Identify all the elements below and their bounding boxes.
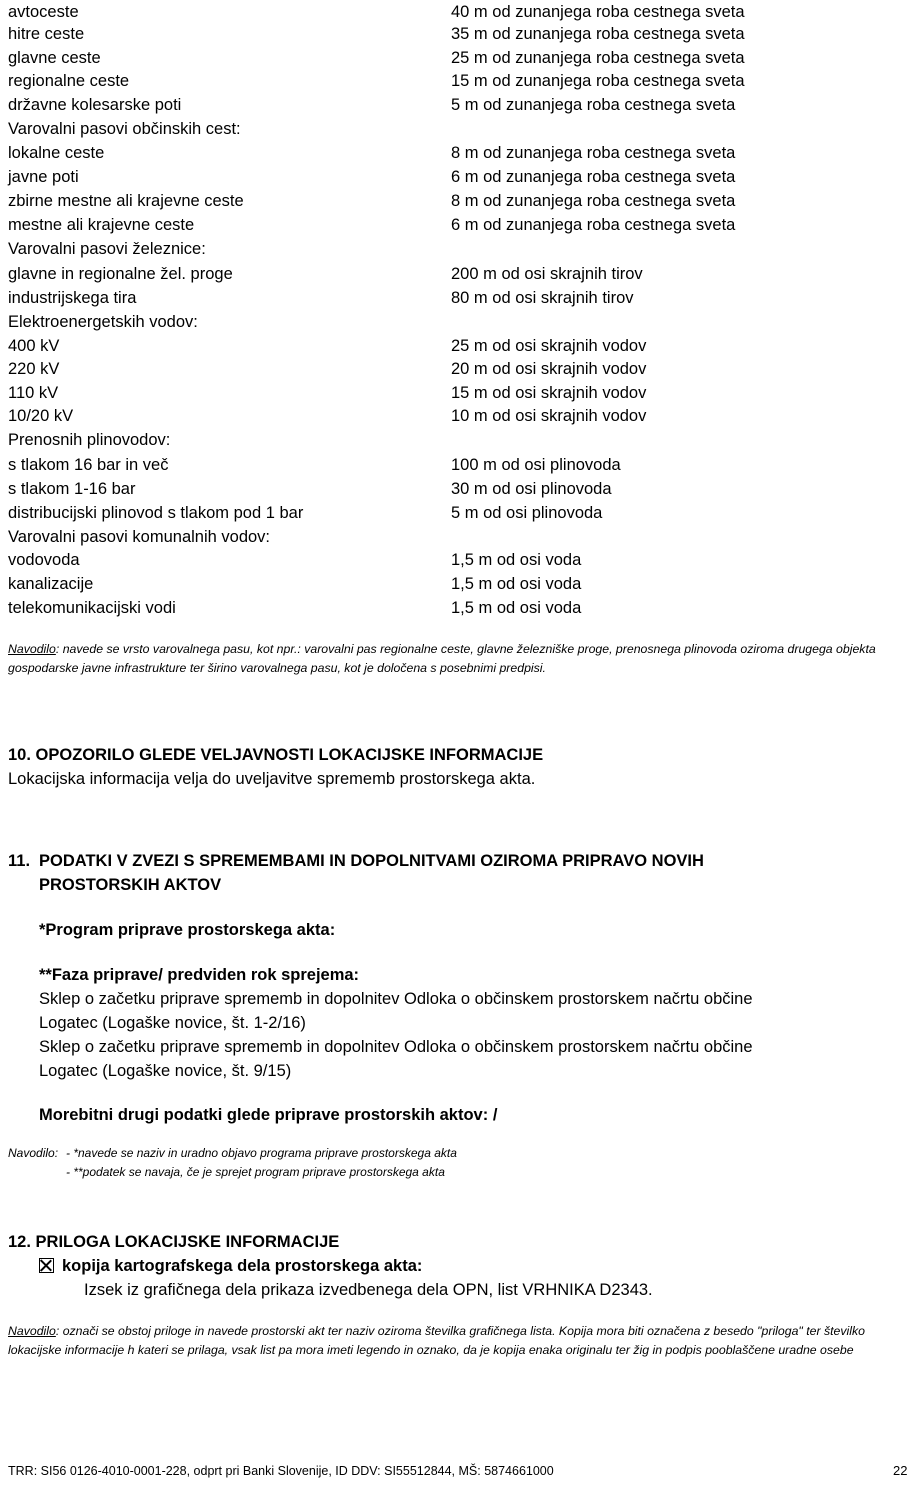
checked-checkbox[interactable] — [39, 1258, 54, 1273]
note-prefix: Navodilo — [8, 1324, 56, 1338]
row-label: s tlakom 1-16 bar — [8, 480, 136, 498]
row-value: 80 m od osi skrajnih tirov — [451, 289, 634, 307]
table-row — [0, 165, 918, 189]
row-value: 20 m od osi skrajnih vodov — [451, 360, 647, 378]
section-11-heading-line1: PODATKI V ZVEZI S SPREMEMBAMI IN DOPOLNITVAMI OZIROMA PRIPRAVO NOVIH — [39, 852, 704, 870]
row-value: 6 m od zunanjega roba cestnega sveta — [451, 216, 736, 234]
note-programs-line2: - **podatek se navaja, če je sprejet program priprave prostorskega akta — [66, 1165, 445, 1179]
row-value: 1,5 m od osi voda — [451, 599, 582, 617]
faza-line-4: Logatec (Logaške novice, št. 9/15) — [39, 1062, 292, 1080]
row-label: kanalizacije — [8, 575, 94, 593]
row-value: 40 m od zunanjega roba cestnega sveta — [451, 3, 745, 21]
table-row — [0, 572, 918, 596]
row-label: hitre ceste — [8, 25, 85, 43]
table-row — [0, 404, 918, 428]
row-label: regionalne ceste — [8, 72, 130, 90]
row-value: 1,5 m od osi voda — [451, 551, 582, 569]
row-value: 25 m od zunanjega roba cestnega sveta — [451, 49, 745, 67]
table-row — [0, 525, 918, 549]
table-row — [0, 501, 918, 525]
row-label: telekomunikacijski vodi — [8, 599, 176, 617]
row-label: Varovalni pasovi občinskih cest: — [8, 120, 241, 138]
row-value: 10 m od osi skrajnih vodov — [451, 407, 647, 425]
section-10-text: Lokacijska informacija velja do uveljavitve sprememb prostorskega akta. — [8, 770, 536, 788]
section-11-number: 11. — [8, 852, 31, 870]
faza-line-2: Logatec (Logaške novice, št. 1-2/16) — [39, 1014, 306, 1032]
checkbox-label: kopija kartografskega dela prostorskega akta: — [62, 1257, 423, 1275]
table-row — [0, 237, 918, 261]
row-label: 10/20 kV — [8, 407, 74, 425]
table-row — [0, 0, 918, 24]
table-row — [0, 453, 918, 477]
footer-bank-info: TRR: SI56 0126-4010-0001-228, odprt pri Banki Slovenije, ID DDV: SI55512844, MŠ: 5874661000 — [8, 1464, 554, 1478]
table-row — [0, 381, 918, 405]
faza-label: **Faza priprave/ predviden rok sprejema: — [39, 966, 360, 984]
table-row — [0, 117, 918, 141]
note-attachment — [8, 1322, 912, 1360]
row-label: industrijskega tira — [8, 289, 137, 307]
row-label: 110 kV — [8, 384, 59, 402]
table-row — [0, 213, 918, 237]
table-row — [0, 93, 918, 117]
note-prefix: Navodilo — [8, 642, 56, 656]
section-10-heading: 10. OPOZORILO GLEDE VELJAVNOSTI LOKACIJSKE INFORMACIJE — [8, 746, 544, 764]
row-value: 15 m od zunanjega roba cestnega sveta — [451, 72, 745, 90]
row-value: 15 m od osi skrajnih vodov — [451, 384, 647, 402]
table-row — [0, 189, 918, 213]
table-row — [0, 46, 918, 70]
section-12-heading: 12. PRILOGA LOKACIJSKE INFORMACIJE — [8, 1233, 340, 1251]
note-programs-prefix: Navodilo: — [8, 1146, 59, 1160]
table-row — [0, 548, 918, 572]
table-row — [0, 22, 918, 46]
row-label: zbirne mestne ali krajevne ceste — [8, 192, 244, 210]
row-label: Elektroenergetskih vodov: — [8, 313, 198, 331]
row-label: glavne in regionalne žel. proge — [8, 265, 233, 283]
row-value: 8 m od zunanjega roba cestnega sveta — [451, 144, 736, 162]
row-value: 35 m od zunanjega roba cestnega sveta — [451, 25, 745, 43]
program-label: *Program priprave prostorskega akta: — [39, 921, 336, 939]
table-row — [0, 596, 918, 620]
row-label: distribucijski plinovod s tlakom pod 1 bar — [8, 504, 304, 522]
row-value: 200 m od osi skrajnih tirov — [451, 265, 643, 283]
note-text: : navede se vrsto varovalnega pasu, kot npr.: varovalni pas regionalne ceste, glavne železniške proge, prenosnega plinovoda oziroma drugega objekta gospodarske javne infrastrukture ter širino varovalnega pasu, kot je določena s posebnimi predpisi. — [8, 642, 876, 675]
table-row — [0, 262, 918, 286]
row-label: avtoceste — [8, 3, 79, 21]
row-label: 220 kV — [8, 360, 60, 378]
note-text: : označi se obstoj priloge in navede prostorski akt ter naziv oziroma številka grafičnega lista. Kopija mora biti označena z besedo "priloga" ter številko lokacijske informacije h kateri se prilaga, vsak list pa mora imeti legendo in oznako, da je kopija enaka originalu ter žig in podpis pooblaščene uradne osebe — [8, 1324, 865, 1357]
row-label: mestne ali krajevne ceste — [8, 216, 195, 234]
table-row — [0, 357, 918, 381]
row-label: 400 kV — [8, 337, 60, 355]
row-value: 5 m od osi plinovoda — [451, 504, 603, 522]
row-label: lokalne ceste — [8, 144, 105, 162]
row-label: Prenosnih plinovodov: — [8, 431, 171, 449]
attachment-checkbox-row — [39, 1254, 422, 1278]
row-value: 1,5 m od osi voda — [451, 575, 582, 593]
row-value: 6 m od zunanjega roba cestnega sveta — [451, 168, 736, 186]
row-value: 100 m od osi plinovoda — [451, 456, 621, 474]
row-value: 8 m od zunanjega roba cestnega sveta — [451, 192, 736, 210]
table-row — [0, 334, 918, 358]
section-11-heading-line2: PROSTORSKIH AKTOV — [39, 876, 222, 894]
note-protection-zones — [8, 640, 912, 678]
row-label: s tlakom 16 bar in več — [8, 456, 169, 474]
row-label: vodovoda — [8, 551, 80, 569]
row-label: Varovalni pasovi komunalnih vodov: — [8, 528, 271, 546]
faza-line-1: Sklep o začetku priprave sprememb in dopolnitev Odloka o občinskem prostorskem načrtu občine — [39, 990, 753, 1008]
table-row — [0, 286, 918, 310]
row-value: 25 m od osi skrajnih vodov — [451, 337, 647, 355]
table-row — [0, 310, 918, 334]
table-row — [0, 477, 918, 501]
row-label: glavne ceste — [8, 49, 101, 67]
row-label: državne kolesarske poti — [8, 96, 182, 114]
attachment-detail: Izsek iz grafičnega dela prikaza izvedbenega dela OPN, list VRHNIKA D2343. — [84, 1281, 653, 1299]
table-row — [0, 428, 918, 452]
row-value: 30 m od osi plinovoda — [451, 480, 612, 498]
table-row — [0, 141, 918, 165]
row-value: 5 m od zunanjega roba cestnega sveta — [451, 96, 736, 114]
row-label: Varovalni pasovi železnice: — [8, 240, 206, 258]
note-programs-line1: - *navede se naziv in uradno objavo programa priprave prostorskega akta — [66, 1146, 457, 1160]
faza-line-3: Sklep o začetku priprave sprememb in dopolnitev Odloka o občinskem prostorskem načrtu občine — [39, 1038, 753, 1056]
page-number: 22 — [893, 1463, 908, 1478]
table-row — [0, 69, 918, 93]
row-label: javne poti — [8, 168, 79, 186]
other-data-label: Morebitni drugi podatki glede priprave prostorskih aktov: / — [39, 1106, 498, 1124]
